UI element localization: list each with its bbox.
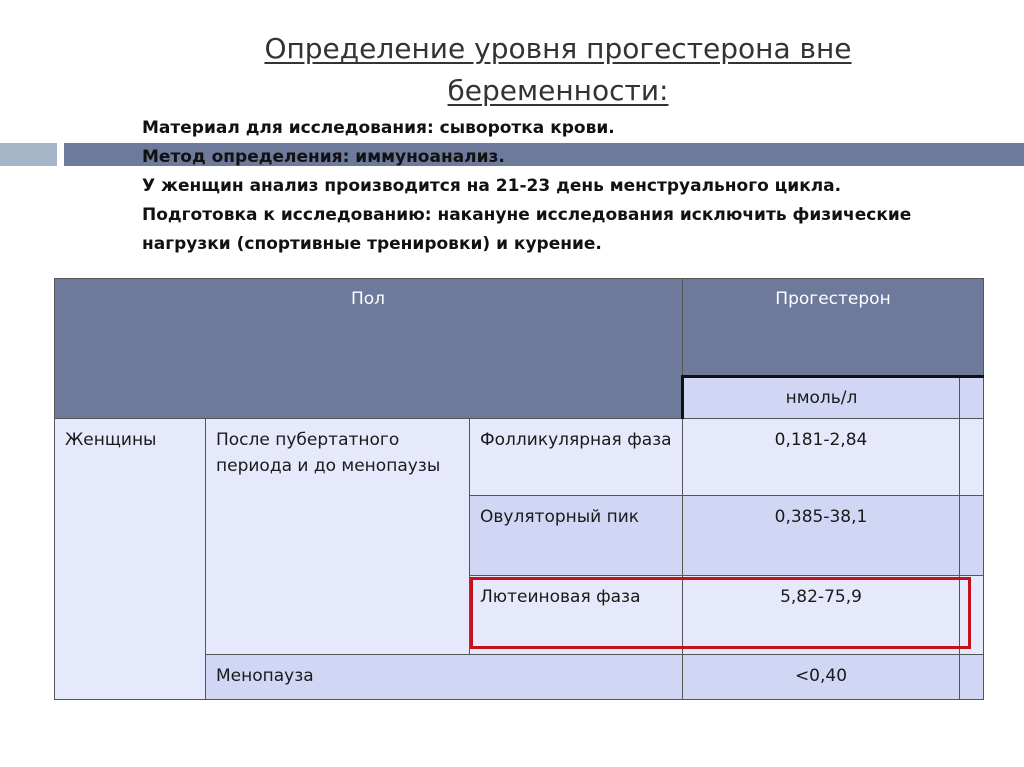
header-row — [55, 279, 984, 377]
title-line-2: беременности: — [447, 74, 669, 107]
phase-luteal-value: 5,82-75,9 — [683, 576, 960, 655]
phase-ovulatory-value: 0,385-38,1 — [683, 496, 960, 576]
subgroup-postpubertal: После пубертатного периода и до менопаузы — [206, 419, 470, 655]
header-progesterone: Прогестерон — [683, 279, 984, 377]
phase-ovulatory-label: Овуляторный пик — [470, 496, 683, 576]
decorative-bar-left — [0, 143, 57, 166]
slide-title — [228, 28, 888, 112]
units-spacer — [960, 377, 984, 419]
info-material: Материал для исследования: сыворотка крови. — [142, 118, 615, 138]
spacer-cell — [960, 576, 984, 655]
header-sex: Пол — [55, 279, 683, 419]
info-timing: У женщин анализ производится на 21-23 день менструального цикла. — [142, 176, 842, 196]
info-method: Метод определения: иммуноанализ. — [142, 147, 505, 167]
group-women: Женщины — [55, 419, 206, 700]
units-label: нмоль/л — [683, 377, 960, 419]
phase-luteal-label: Лютеиновая фаза — [470, 576, 683, 655]
menopause-label: Менопауза — [206, 655, 683, 700]
spacer-cell — [960, 496, 984, 576]
table-row — [55, 419, 984, 496]
spacer-cell — [960, 655, 984, 700]
info-block — [142, 114, 1002, 259]
progesterone-table — [54, 278, 984, 700]
info-preparation-line-1: Подготовка к исследованию: накануне исследования исключить физические — [142, 205, 912, 225]
title-line-1: Определение уровня прогестерона вне — [264, 32, 852, 65]
phase-follicular-label: Фолликулярная фаза — [470, 419, 683, 496]
spacer-cell — [960, 419, 984, 496]
menopause-value: <0,40 — [683, 655, 960, 700]
phase-follicular-value: 0,181-2,84 — [683, 419, 960, 496]
info-preparation-line-2: нагрузки (спортивные тренировки) и курение. — [142, 234, 602, 254]
